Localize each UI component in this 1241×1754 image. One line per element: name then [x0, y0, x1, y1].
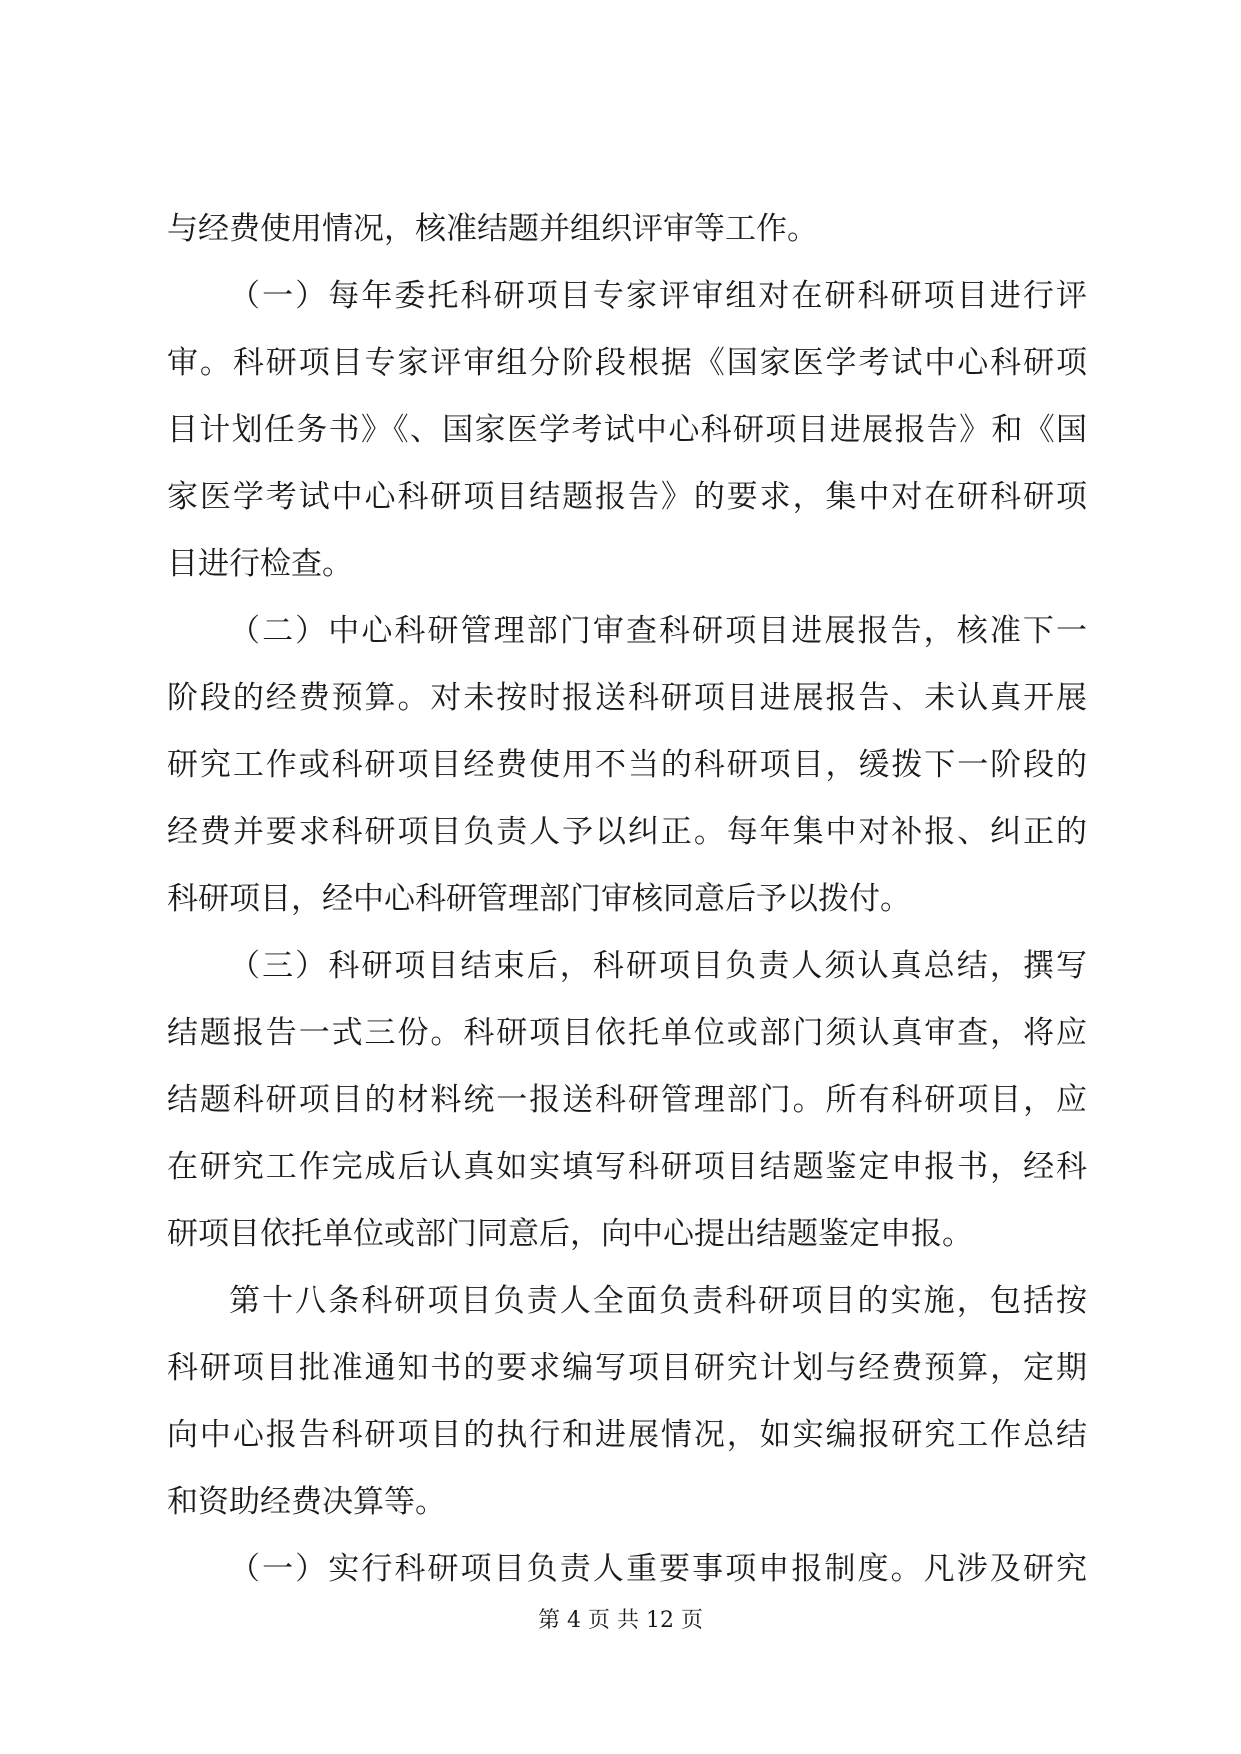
text-line: 结题报告一式三份。科研项目依托单位或部门须认真审查，将应 [167, 1015, 1087, 1051]
text-line: 经费并要求科研项目负责人予以纠正。每年集中对补报、纠正的 [167, 814, 1087, 850]
page-number-footer: 第 4 页 共 12 页 [538, 1608, 703, 1633]
text-line: 结题科研项目的材料统一报送科研管理部门。所有科研项目，应 [167, 1082, 1087, 1118]
text-line: 科研项目批准通知书的要求编写项目研究计划与经费预算，定期 [167, 1350, 1087, 1386]
text-line: （一）实行科研项目负责人重要事项申报制度。凡涉及研究 [229, 1551, 1087, 1587]
text-line: 和资助经费决算等。 [167, 1484, 446, 1520]
text-line: 目计划任务书》《、国家医学考试中心科研项目进展报告》和《国 [167, 412, 1087, 448]
text-line: 科研项目，经中心科研管理部门审核同意后予以拨付。 [167, 881, 911, 917]
text-line: （二）中心科研管理部门审查科研项目进展报告，核准下一 [229, 613, 1087, 649]
text-line: 在研究工作完成后认真如实填写科研项目结题鉴定申报书，经科 [167, 1149, 1087, 1185]
text-line: 第十八条科研项目负责人全面负责科研项目的实施，包括按 [229, 1283, 1087, 1319]
text-line: 研究工作或科研项目经费使用不当的科研项目，缓拨下一阶段的 [167, 747, 1087, 783]
text-line: 阶段的经费预算。对未按时报送科研项目进展报告、未认真开展 [167, 680, 1087, 716]
text-line: 向中心报告科研项目的执行和进展情况，如实编报研究工作总结 [167, 1417, 1087, 1453]
text-line: 目进行检查。 [167, 546, 353, 582]
text-line: 审。科研项目专家评审组分阶段根据《国家医学考试中心科研项 [167, 345, 1087, 381]
text-line: 研项目依托单位或部门同意后，向中心提出结题鉴定申报。 [167, 1216, 973, 1252]
text-line: 与经费使用情况，核准结题并组织评审等工作。 [167, 211, 818, 247]
text-line: （一）每年委托科研项目专家评审组对在研科研项目进行评 [229, 278, 1087, 314]
text-line: 家医学考试中心科研项目结题报告》的要求，集中对在研科研项 [167, 479, 1087, 515]
text-line: （三）科研项目结束后，科研项目负责人须认真总结，撰写 [229, 948, 1087, 984]
